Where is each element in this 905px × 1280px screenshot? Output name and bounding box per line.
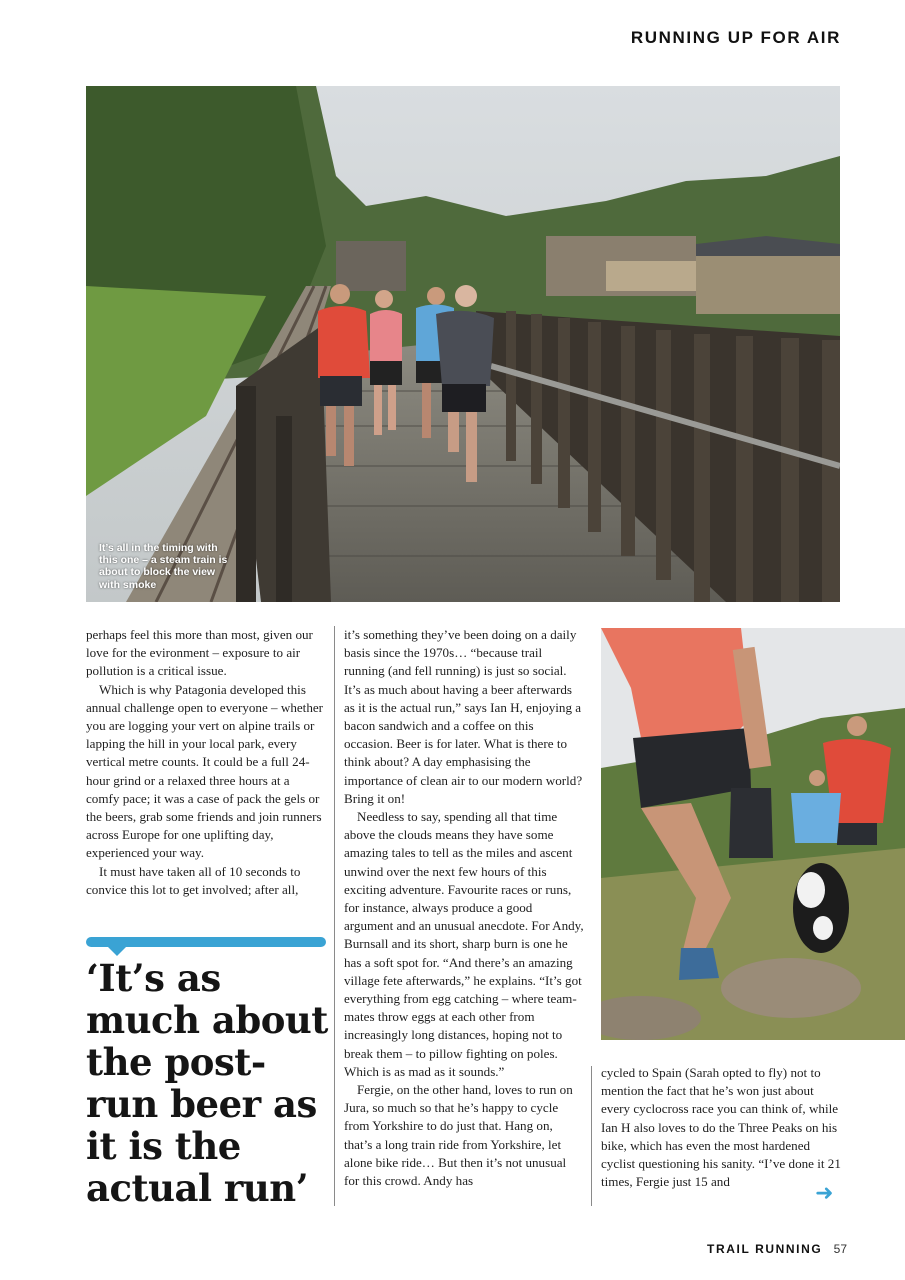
paragraph: It must have taken all of 10 seconds to convice this lot to get involved; after all, — [86, 863, 301, 897]
runners-dog-photo — [601, 628, 905, 1040]
section-title: RUNNING UP FOR AIR — [630, 28, 841, 47]
column-rule — [334, 626, 335, 1206]
paragraph: it’s something they’ve been doing on a daily basis since the 1970s… “because trail running (and fell running) is just so social. It’s as much about having a beer afterwards as it is the actual run,” says Ian H, enjoying a bacon sandwich and a coffee on this occasion. Beer is for later. What is there to think about? A day emphasising the importance of clean air to our modern world? Bring it on! — [344, 627, 583, 806]
paragraph: Needless to say, spending all that time above the clouds means they have some amazing tales to tell as the miles and ascent unwind over the next few hours of this exciting adventure. Favourite races or runs, for instance, always produce a good argument and an unusual anecdote. For Andy, Burnsall and its short, sharp burn is one he has a soft spot for. “And there’s an amazing village fete afterwards,” he explains. “It’s got everything from egg catching – where team-mates throw eggs at each other from increasingly long distances, hoping not to break them – to pillow fighting on poles. Which is as mad as it sounds.” — [344, 809, 584, 1079]
column-rule — [591, 1066, 592, 1206]
page-number: 57 — [833, 1242, 847, 1256]
continue-arrow-icon: ➜ — [815, 1181, 834, 1206]
magazine-name: TRAIL RUNNING — [707, 1242, 823, 1256]
text-column-2 — [344, 626, 584, 1190]
text-column-1 — [86, 626, 326, 899]
hero-photo — [86, 86, 840, 602]
paragraph: Fergie, on the other hand, loves to run on Jura, so much so that he’s happy to cycle from Yorkshire to do just that. Hang on, that’s a long train ride from Yorkshire, let alone bike ride… But then it’s not unusual for this crowd. Andy has — [344, 1082, 573, 1189]
paragraph: Which is why Patagonia developed this annual challenge open to everyone – whether you are logging your vert on alpine trails or lapping the hill in your local park, every vertical metre counts. It could be a full 24-hour grind or a relaxed three hours at a comfy pace; it was a case of pack the gels or the beers, grab some friends and join runners across Europe for one uplifting day, experienced your way. — [86, 681, 324, 861]
paragraph: perhaps feel this more than most, given our love for the evironment – exposure to air pollution is a critical issue. — [86, 627, 313, 679]
page-footer — [707, 1242, 847, 1256]
paragraph: cycled to Spain (Sarah opted to fly) not to mention the fact that he’s won just about every cyclocross race you can think of, while Ian H also loves to do the Three Peaks on his bike, which has even the most hardened cyclist questioning his sanity. “I’ve done it 21 times, Fergie just 15 and — [601, 1065, 841, 1190]
text-column-3 — [601, 1064, 841, 1191]
pull-quote: ‘It’s as much about the post-run beer as it is the actual run’ — [86, 956, 328, 1210]
pullquote-notch — [107, 946, 127, 956]
photo-caption: It’s all in the timing with this one – a steam train is about to block the view with smoke — [99, 541, 228, 591]
